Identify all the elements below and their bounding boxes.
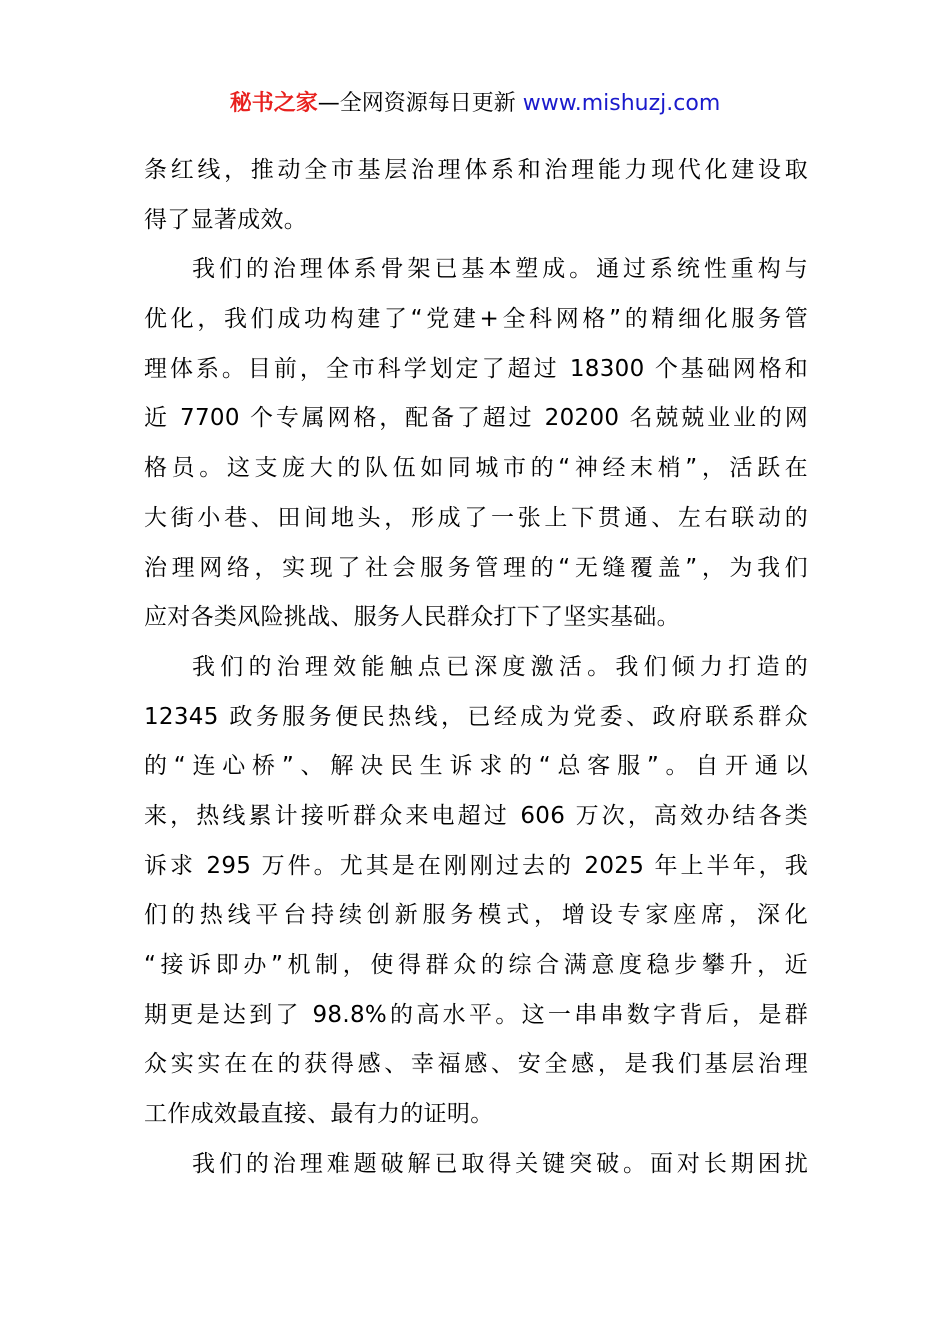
text-line: 期更是达到了 98.8%的高水平。这一串串数字背后，是群 bbox=[144, 1001, 808, 1028]
text-line: 的“连心桥”、解决民生诉求的“总客服”。自开通以 bbox=[144, 753, 808, 780]
paragraph-first-line: 我们的治理效能触点已深度激活。我们倾力打造的 bbox=[192, 653, 808, 680]
text-line: 得了显著成效。 bbox=[144, 206, 308, 233]
text-line: 条红线，推动全市基层治理体系和治理能力现代化建设取 bbox=[144, 157, 808, 183]
text-line: 治理网络，实现了社会服务管理的“无缝覆盖”，为我们 bbox=[144, 554, 808, 581]
text-line: 们的热线平台持续创新服务模式，增设专家座席，深化 bbox=[144, 902, 808, 929]
paragraph-first-line: 我们的治理难题破解已取得关键突破。面对长期困扰 bbox=[192, 1150, 808, 1177]
text-line: 应对各类风险挑战、服务人民群众打下了坚实基础。 bbox=[144, 604, 680, 631]
text-line: 优化，我们成功构建了“党建+全科网格”的精细化服务管 bbox=[144, 306, 808, 333]
text-line: 诉求 295 万件。尤其是在刚刚过去的 2025 年上半年，我 bbox=[144, 852, 808, 879]
site-brand: 秘书之家 bbox=[229, 91, 318, 116]
site-url-link[interactable]: www.mishuzj.com bbox=[522, 91, 721, 116]
text-line: 来，热线累计接听群众来电超过 606 万次，高效办结各类 bbox=[144, 802, 808, 829]
page-header bbox=[0, 86, 950, 122]
article-body bbox=[144, 146, 808, 1189]
site-tagline: —全网资源每日更新 bbox=[317, 91, 516, 116]
text-line: 工作成效最直接、最有力的证明。 bbox=[144, 1101, 494, 1128]
text-line: “接诉即办”机制，使得群众的综合满意度稳步攀升，近 bbox=[144, 952, 808, 978]
paragraph-first-line: 我们的治理体系骨架已基本塑成。通过系统性重构与 bbox=[192, 256, 808, 283]
text-line: 理体系。目前，全市科学划定了超过 18300 个基础网格和 bbox=[144, 355, 808, 382]
text-line: 格员。这支庞大的队伍如同城市的“神经末梢”，活跃在 bbox=[144, 455, 808, 482]
text-line: 大街小巷、田间地头，形成了一张上下贯通、左右联动的 bbox=[144, 504, 808, 531]
text-line: 众实实在在的获得感、幸福感、安全感，是我们基层治理 bbox=[144, 1051, 808, 1078]
text-line: 近 7700 个专属网格，配备了超过 20200 名兢兢业业的网 bbox=[144, 405, 808, 432]
text-line: 12345 政务服务便民热线，已经成为党委、政府联系群众 bbox=[144, 703, 808, 730]
